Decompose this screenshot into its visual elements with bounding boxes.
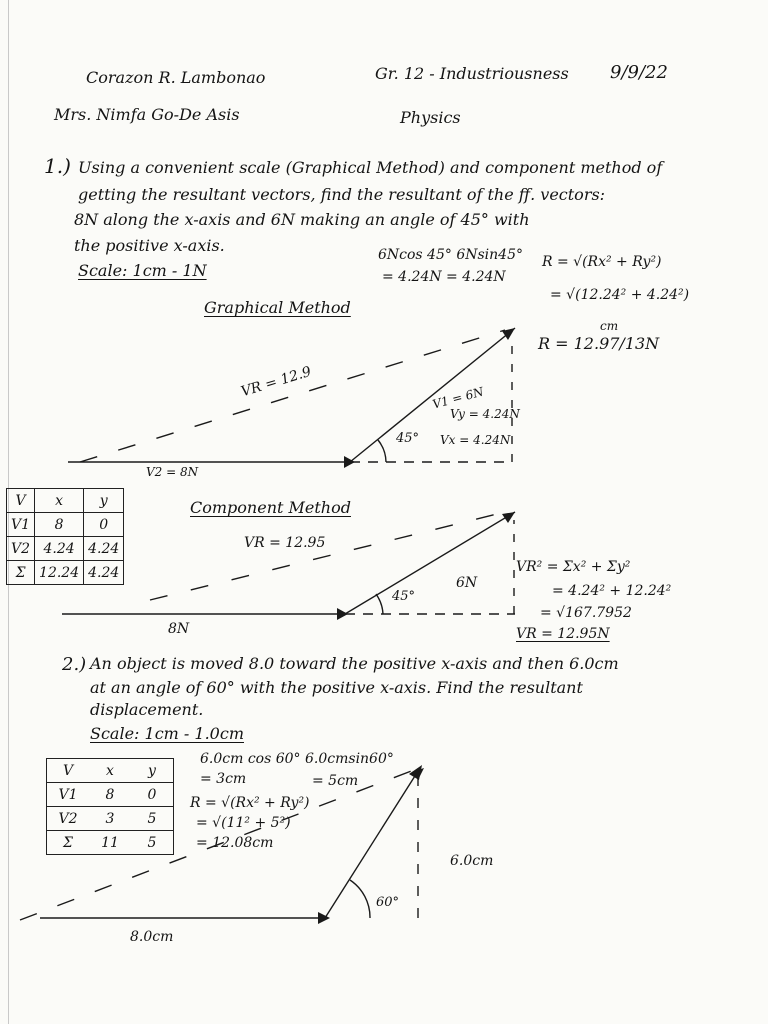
comp-v1-label: 6N [456,575,478,591]
graph-v1-label: V1 = 6N [431,384,486,412]
problem2-text-line3: displacement. [90,700,204,719]
date: 9/9/22 [610,62,668,83]
student-name: Corazon R. Lambonao [86,68,266,87]
problem1-scale: Scale: 1cm - 1N [78,261,207,280]
problem2-text-line1: An object is moved 8.0 toward the positive x-axis and then 6.0cm [90,654,619,673]
p2-resultant-value: = 12.08cm [196,835,274,851]
p2-components-line2a: = 3cm [200,771,247,787]
graph-vy-label: Vy = 4.24N [450,407,520,421]
p2-components-line1: 6.0cm cos 60° 6.0cmsin60° [200,751,394,767]
table2-cell: 5 [131,831,174,855]
problem2-scale: Scale: 1cm - 1.0cm [90,724,244,743]
table1-header: x [35,489,84,513]
p1-resultant-sub: = √(12.24² + 4.24²) [550,287,690,303]
table1-cell: V1 [7,513,35,537]
p2-base-label: 8.0cm [130,929,174,945]
p2-resultant-formula: R = √(Rx² + Ry²) [190,795,310,811]
table1-header: V [7,489,35,513]
table1-header: y [84,489,124,513]
table1-cell: 8 [35,513,84,537]
problem1-text-line4: the positive x-axis. [74,236,225,255]
table2-cell: V2 [47,807,90,831]
table2-cell: 8 [89,783,131,807]
table2-cell: 3 [89,807,131,831]
subject: Physics [400,108,461,127]
comp-v2-label: 8N [168,621,190,637]
table2-header: x [89,759,131,783]
p1-resultant-formula: R = √(Rx² + Ry²) [542,254,662,270]
grade-section: Gr. 12 - Industriousness [375,64,569,83]
problem1-text-line3: 8N along the x-axis and 6N making an angle of 45° with [74,210,530,229]
table1-cell: V2 [7,537,35,561]
p1-resultant-value: R = 12.97/13N [538,334,660,353]
graph-vx-label: Vx = 4.24N [440,433,511,447]
p1-components-line2: = 4.24N = 4.24N [382,269,506,285]
teacher-name: Mrs. Nimfa Go-De Asis [54,105,240,124]
p2-side-line [325,768,420,918]
comp-angle: 45° [392,589,416,604]
table1-cell: 0 [84,513,124,537]
p2-resultant-sub: = √(11² + 5²) [196,815,291,831]
problem1-text-line2: getting the resultant vectors, find the resultant of the ff. vectors: [78,185,606,204]
table1-cell: Σ [7,561,35,585]
comp-eq4: VR = 12.95N [516,626,610,642]
table2-cell: 11 [89,831,131,855]
table2-header: y [131,759,174,783]
problem1-number: 1.) [44,154,71,178]
table2-cell: 5 [131,807,174,831]
p2-components-line2b: = 5cm [312,773,359,789]
comp-eq2: = 4.24² + 12.24² [552,583,672,599]
table2-cell: Σ [47,831,90,855]
comp-eq1: VR² = Σx² + Σy² [516,559,631,575]
table1-cell: 4.24 [35,537,84,561]
table1-cell: 4.24 [84,561,124,585]
p1-components-line1: 6Ncos 45° 6Nsin45° [378,247,523,263]
table1-cell: 12.24 [35,561,84,585]
table1-cell: 4.24 [84,537,124,561]
table2-cell: V1 [47,783,90,807]
p2-resultant-dashed [20,770,414,920]
graphical-method-title: Graphical Method [204,298,351,317]
problem2-number: 2.) [62,654,87,675]
p2-angle: 60° [376,895,400,910]
problem2-text-line2: at an angle of 60° with the positive x-axis. Find the resultant [90,678,583,697]
comp-eq3: = √167.7952 [540,605,632,621]
graph-v2-label: V2 = 8N [146,465,199,479]
p1-resultant-unit: cm [600,319,619,333]
table2-header: V [47,759,90,783]
component-method-title: Component Method [190,498,351,517]
table2-cell: 0 [131,783,174,807]
p2-side-label: 6.0cm [450,853,494,869]
problem1-text-line1: Using a convenient scale (Graphical Method) and component method of [78,158,663,177]
graph-vr-label: VR = 12.9 [239,363,314,401]
graph-angle: 45° [396,431,420,446]
comp-vr-label: VR = 12.95 [244,535,326,551]
p2-angle-arc [350,880,370,918]
